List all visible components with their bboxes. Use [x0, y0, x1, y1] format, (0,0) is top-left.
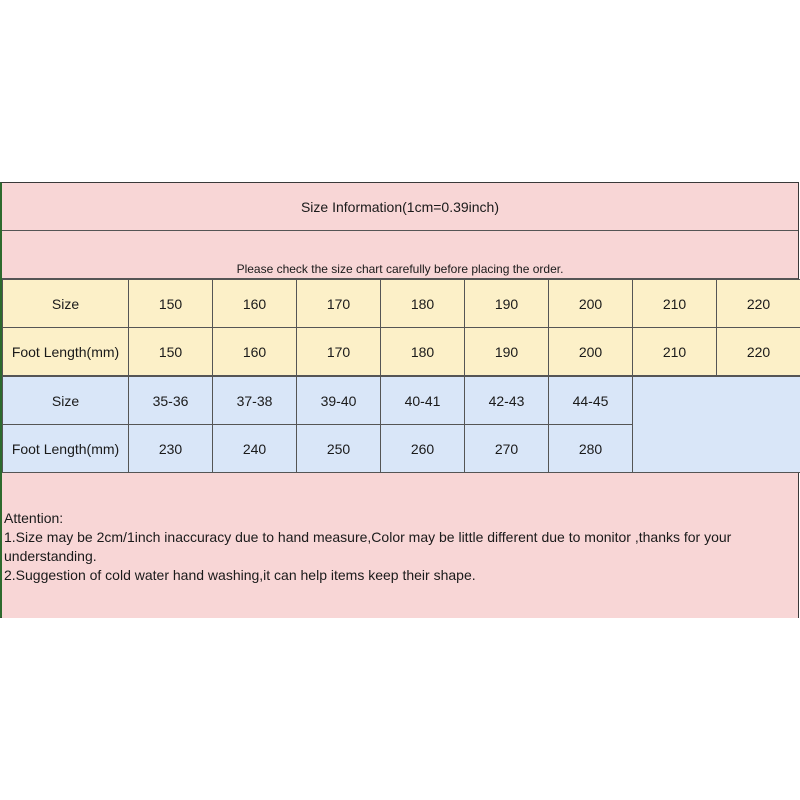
- attention-line-2: 2.Suggestion of cold water hand washing,it can help items keep their shape.: [4, 567, 476, 583]
- foot-length-cell: 210: [633, 328, 717, 376]
- foot-length-cell: 240: [213, 425, 297, 473]
- foot-length-cell: 270: [465, 425, 549, 473]
- attention-notes: [2, 473, 798, 618]
- size-cell: 200: [549, 280, 633, 328]
- size-chart: [0, 182, 799, 618]
- size-cell: 160: [213, 280, 297, 328]
- empty-merged-cell: [633, 377, 800, 473]
- foot-length-cell: 180: [381, 328, 465, 376]
- size-cell: 39-40: [297, 377, 381, 425]
- size-row-header: Size: [3, 280, 129, 328]
- size-cell: 35-36: [129, 377, 213, 425]
- foot-length-row-header: Foot Length(mm): [3, 328, 129, 376]
- foot-length-cell: 170: [297, 328, 381, 376]
- foot-length-cell: 250: [297, 425, 381, 473]
- size-cell: 40-41: [381, 377, 465, 425]
- foot-length-cell: 150: [129, 328, 213, 376]
- foot-length-row-header: Foot Length(mm): [3, 425, 129, 473]
- order-notice: [2, 231, 798, 279]
- size-row: [3, 377, 800, 425]
- chart-title: [2, 183, 798, 231]
- chart-title-text: Size Information(1cm=0.39inch): [300, 198, 500, 215]
- size-cell: 180: [381, 280, 465, 328]
- size-cell: 150: [129, 280, 213, 328]
- size-cell: 42-43: [465, 377, 549, 425]
- foot-length-cell: 160: [213, 328, 297, 376]
- size-cell: 170: [297, 280, 381, 328]
- foot-length-cell: 260: [381, 425, 465, 473]
- attention-line-1: 1.Size may be 2cm/1inch inaccuracy due to hand measure,Color may be little different due to monitor ,thanks for your understanding.: [4, 529, 732, 564]
- foot-length-cell: 200: [549, 328, 633, 376]
- size-cell: 190: [465, 280, 549, 328]
- order-notice-text: Please check the size chart carefully before placing the order.: [236, 262, 564, 276]
- size-table-adult: [2, 376, 800, 473]
- foot-length-cell: 190: [465, 328, 549, 376]
- foot-length-row: [3, 328, 800, 376]
- size-cell: 220: [717, 280, 800, 328]
- attention-heading: Attention:: [4, 510, 64, 526]
- size-cell: 37-38: [213, 377, 297, 425]
- size-row-header: Size: [3, 377, 129, 425]
- size-table-children: [2, 279, 800, 376]
- size-cell: 210: [633, 280, 717, 328]
- size-row: [3, 280, 800, 328]
- foot-length-cell: 230: [129, 425, 213, 473]
- size-cell: 44-45: [549, 377, 633, 425]
- foot-length-cell: 280: [549, 425, 633, 473]
- foot-length-cell: 220: [717, 328, 800, 376]
